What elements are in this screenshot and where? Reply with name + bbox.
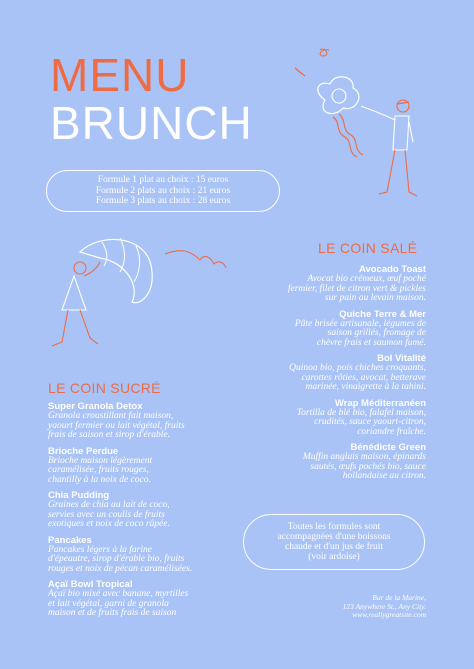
- item-name: Bol Vitalité: [377, 353, 426, 364]
- item-desc: sautés, œufs pochés bio, sauce: [310, 461, 426, 472]
- item-desc: Avocat bio crémeux, œuf poché: [307, 274, 426, 284]
- item-desc: Pâte brisée artisanale, légumes de: [294, 318, 426, 329]
- item-desc: chantilly à la noix de coco.: [48, 474, 151, 485]
- address-line: Bar de la Marine,: [372, 593, 426, 602]
- item-desc: yaourt fermier ou lait végétal, fruits: [48, 420, 185, 431]
- item-name: Chia Pudding: [48, 490, 110, 501]
- item-desc: chèvre frais et saumon fumé.: [316, 337, 426, 348]
- item-desc: crudités, sauce yaourt-citron,: [313, 417, 426, 427]
- menu-item: [48, 579, 263, 619]
- cafe-waiter-illustration: [295, 42, 435, 222]
- item-desc: exotiques et noix de coco râpée.: [48, 519, 170, 529]
- beverage-note-box: [243, 514, 425, 570]
- item-desc: Graines de chia au lait de coco,: [48, 500, 170, 510]
- menu-item: [48, 535, 263, 575]
- item-desc: Açaï bio mixé avec banane, myrtilles: [48, 589, 189, 599]
- item-desc: Muffin anglais maison, épinards: [302, 452, 426, 462]
- item-name: Açaï Bowl Tropical: [48, 579, 133, 590]
- item-desc: Granola croustillant fait maison,: [48, 411, 174, 421]
- menu-item: [226, 264, 426, 304]
- item-desc: saison grillés, fromage de: [327, 328, 426, 338]
- note-line: Toutes les formules sont: [287, 522, 381, 532]
- item-desc: coriandre fraîche.: [357, 426, 426, 437]
- item-desc: marinée, vinaigrette à la tahini.: [305, 382, 426, 392]
- item-desc: et lait végétal, garni de granola: [48, 598, 169, 609]
- note-line: accompagnées d'une boissons: [277, 532, 391, 542]
- item-desc: rouges et noix de pécan caramélisées.: [48, 563, 193, 574]
- address-line: 123 Anywhere St., Any City.: [342, 601, 426, 611]
- formula-line: Formule 2 plats au choix : 21 euros: [95, 185, 231, 196]
- item-desc: Tortilla de blé bio, falafel maison,: [296, 407, 426, 418]
- item-name: Pancakes: [48, 534, 92, 546]
- item-desc: servies avec un coulis de fruits: [48, 509, 165, 520]
- item-name: Wrap Méditerranéen: [334, 397, 426, 409]
- title-menu: MENU: [50, 49, 190, 101]
- menu-item: [48, 446, 263, 486]
- item-name: Bénédicte Green: [350, 442, 426, 453]
- address-block: [343, 594, 426, 620]
- croissant-person-illustration: [40, 232, 240, 362]
- title-brunch: BRUNCH: [50, 97, 253, 149]
- formula-line: Formule 1 plat au choix : 15 euros: [97, 175, 229, 186]
- item-desc: caramélisée, fruits rouges,: [48, 465, 149, 475]
- item-desc: Pancakes légers à la farine: [48, 544, 152, 555]
- item-name: Brioche Perdue: [48, 445, 119, 457]
- item-desc: d'épeautre, sirop d'érable bio, fruits: [48, 554, 185, 564]
- formula-box: [46, 170, 280, 212]
- item-desc: fermier, filet de citron vert & pickles: [287, 283, 426, 294]
- item-desc: carottes rôties, avocat, betterave: [301, 372, 426, 383]
- menu-item: [226, 309, 426, 349]
- formula-line: Formule 3 plats au choix : 28 euros: [95, 196, 231, 207]
- menu-item: [226, 353, 426, 393]
- sucre-items-list: [48, 401, 263, 624]
- note-line: chaude et d'un jus de fruit: [284, 542, 383, 552]
- item-desc: hollandaise au citron.: [342, 471, 426, 481]
- menu-item: [48, 490, 263, 530]
- item-desc: Quinoa bio, pois chiches croquants,: [289, 363, 426, 373]
- item-name: Quiche Terre & Mer: [339, 308, 426, 320]
- item-desc: maison et de fruits frais de saison: [48, 608, 177, 618]
- item-name: Avocado Toast: [358, 264, 426, 275]
- item-desc: Brioche maison légèrement: [48, 455, 153, 466]
- menu-item: [48, 401, 263, 441]
- website-link[interactable]: www.reallygreatsite.com: [352, 610, 426, 619]
- section-title-sucre: LE COIN SUCRÉ: [48, 380, 161, 396]
- item-desc: frais de saison et sirop d'érable.: [48, 430, 171, 440]
- item-desc: sur pain au levain maison.: [324, 293, 426, 303]
- item-name: Super Granola Detox: [48, 401, 143, 412]
- section-title-sale: LE COIN SALÉ: [318, 240, 418, 256]
- note-line: (voir ardoise): [308, 552, 360, 562]
